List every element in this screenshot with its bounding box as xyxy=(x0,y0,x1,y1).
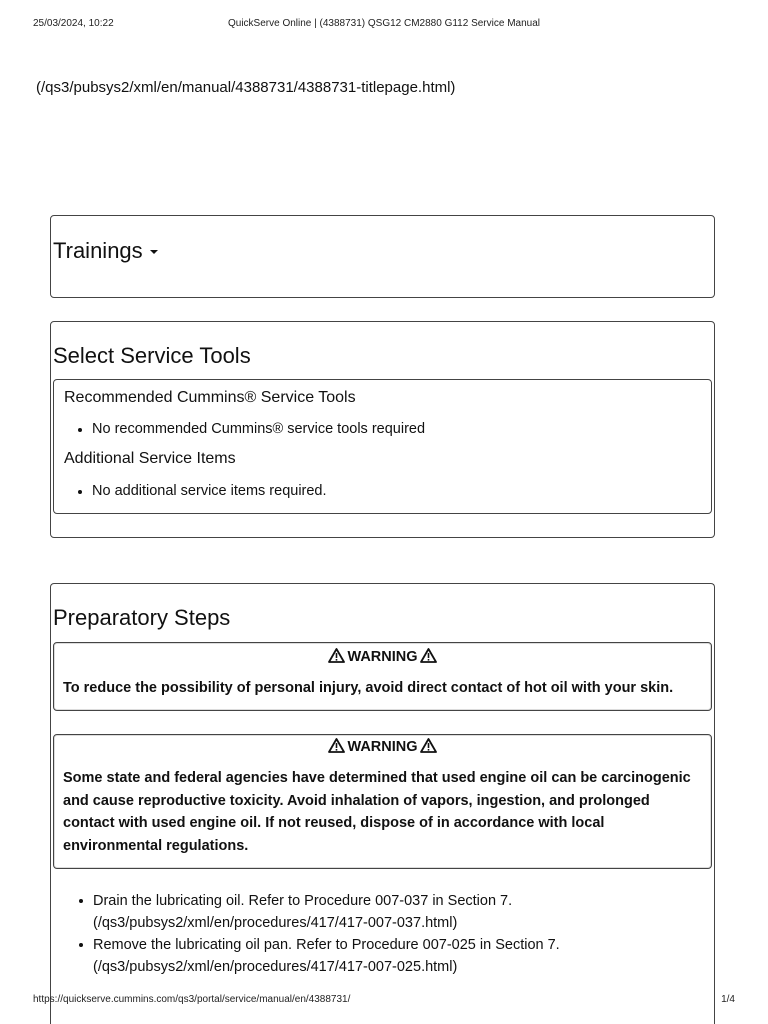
procedure-link[interactable]: (/qs3/pubsys2/xml/en/procedures/417/417-007-025.html) xyxy=(93,959,458,975)
titlepage-link[interactable]: (/qs3/pubsys2/xml/en/manual/4388731/4388731-titlepage.html) xyxy=(36,79,456,96)
warning-triangle-icon xyxy=(420,738,437,753)
print-header xyxy=(33,18,735,32)
recommended-tools-heading: Recommended Cummins® Service Tools xyxy=(64,389,356,406)
trainings-panel xyxy=(50,215,715,298)
print-document-title: QuickServe Online | (4388731) QSG12 CM2880 G112 Service Manual xyxy=(227,18,541,29)
warning-box xyxy=(53,642,712,711)
warning-label: WARNING xyxy=(347,739,418,755)
service-tools-box xyxy=(53,379,712,514)
trainings-title: Trainings xyxy=(53,238,143,263)
step-text: Drain the lubricating oil. Refer to Procedure 007-037 in Section 7. xyxy=(93,893,513,909)
service-tools-title: Select Service Tools xyxy=(53,343,251,368)
procedure-link[interactable]: (/qs3/pubsys2/xml/en/procedures/417/417-007-037.html) xyxy=(93,915,458,931)
warning-header xyxy=(54,738,711,755)
additional-items-item: No additional service items required. xyxy=(92,483,327,499)
warning-text: Some state and federal agencies have determined that used engine oil can be carcinogenic and cause reproductive toxicity. Avoid inhalation of vapors, ingestion, and prolonged contact with used engine oil. If not reused, dispose of in accordance with local environmental regulations. xyxy=(63,770,691,854)
preparatory-steps-title: Preparatory Steps xyxy=(53,605,231,630)
trainings-dropdown-toggle[interactable] xyxy=(53,238,158,264)
service-tools-panel xyxy=(50,321,715,538)
print-footer xyxy=(33,994,735,1008)
list-item xyxy=(93,890,693,934)
footer-url: https://quickserve.cummins.com/qs3/portal/service/manual/en/4388731/ xyxy=(33,994,351,1005)
warning-box xyxy=(53,734,712,869)
warning-header xyxy=(54,648,711,665)
additional-items-heading: Additional Service Items xyxy=(64,450,236,467)
warning-triangle-icon xyxy=(328,738,345,753)
warning-text: To reduce the possibility of personal injury, avoid direct contact of hot oil with your skin. xyxy=(63,680,674,696)
recommended-tools-item: No recommended Cummins® service tools required xyxy=(92,421,426,437)
warning-triangle-icon xyxy=(420,648,437,663)
warning-triangle-icon xyxy=(328,648,345,663)
warning-label: WARNING xyxy=(347,649,418,665)
step-text: Remove the lubricating oil pan. Refer to Procedure 007-025 in Section 7. xyxy=(93,937,560,953)
print-datetime: 25/03/2024, 10:22 xyxy=(33,18,114,29)
caret-down-icon xyxy=(150,250,158,254)
list-item xyxy=(93,934,693,978)
page-number: 1/4 xyxy=(721,994,735,1005)
preparatory-steps-panel xyxy=(50,583,715,1024)
